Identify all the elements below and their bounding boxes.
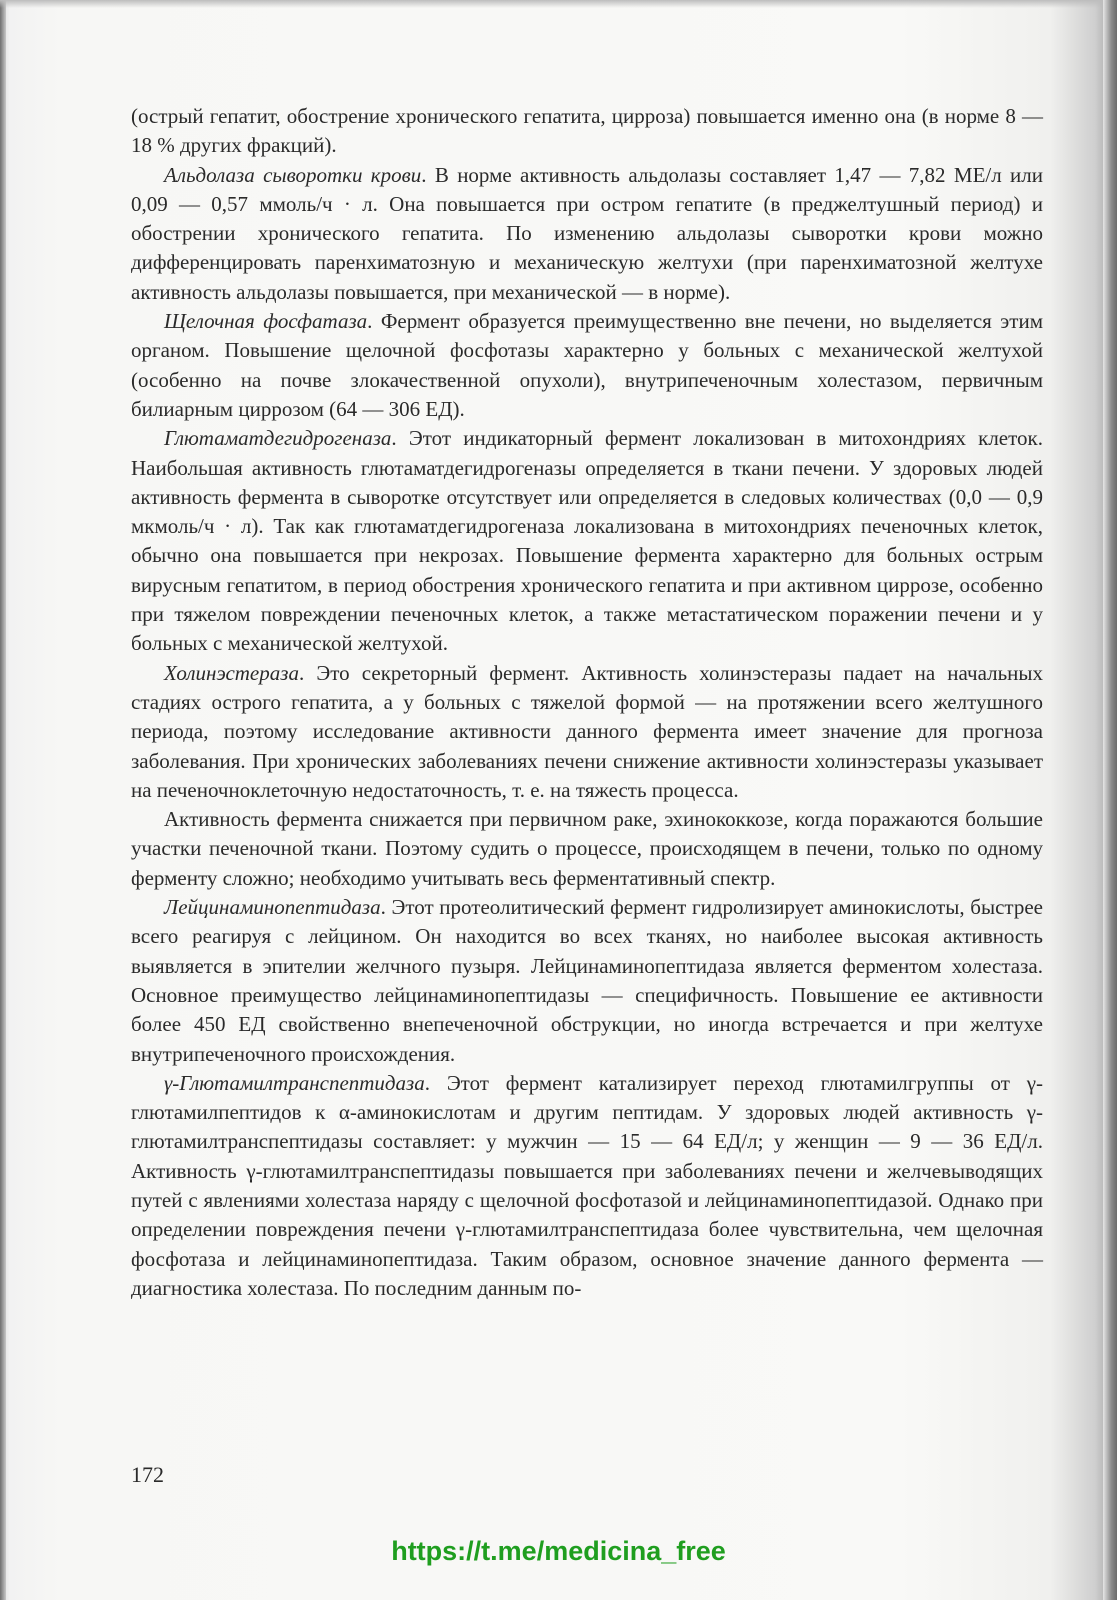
body-text [131,102,1043,1303]
term-heading: Холинэстераза [164,660,299,685]
paragraph-text: . Этот протеолитический фермент гидролизирует аминокислоты, быстрее всего реагируя с лейцином. Он находится во всех тканях, но наиболее высокая активность выявляется в эпителии желчного пузыря. Лейцинаминопептидаза является ферментом холестаза. Основное преимущество лейцинаминопептидазы — специфичность. Повышение ее активности более 450 ЕД свойственно внепеченочной обструкции, но иногда встречается и при желтухе внутрипеченочного происхождения. [131,895,1043,1066]
paragraph-text: (острый гепатит, обострение хронического гепатита, цирроза) повышается именно она (в норме 8 — 18 % других фракций). [131,104,1043,158]
paragraph-text: . Это секреторный фермент. Активность холинэстеразы падает на начальных стадиях острого гепатита, а у больных с тяжелой формой — на протяжении всего желтушного периода, поэтому исследование активности данного фермента имеет значение для прогноза заболевания. При хронических заболеваниях печени снижение активности холинэстеразы указывает на печеночноклеточную недостаточность, т. е. на тяжесть процесса. [131,660,1043,802]
page-left-edge-shadow [0,0,6,1600]
term-heading: Щелочная фосфатаза [164,309,368,334]
page-number: 172 [131,1462,164,1487]
telegram-channel-link[interactable]: https://t.me/medicina_free [391,1536,726,1566]
paragraph-ggt [131,1069,1043,1303]
term-heading: Альдолаза сыворотки крови [164,162,422,187]
paragraph-aldolase [131,161,1043,307]
paragraph-text: . В норме активность альдолазы составляет 1,47 — 7,82 МЕ/л или 0,09 — 0,57 ммоль/ч · л. Она повышается при остром гепатите (в преджелтушный период) и обострении хронического гепатита. По изменению альдолазы сыворотки крови можно дифференцировать паренхиматозную и механическую желтухи (при паренхиматозной желтухе активность альдолазы повышается, при механической — в норме). [131,162,1044,304]
paragraph-leucine-aminopeptidase [131,893,1043,1069]
term-heading: Лейцинаминопептидаза [164,895,381,920]
paragraph-text: . Этот фермент катализирует переход глютамилгруппы от γ-глютамилпептидов к α-аминокислотам и другим пептидам. У здоровых людей активность γ-глютамилтранспептидазы составляет: у мужчин — 15 — 64 ЕД/л; у женщин — 9 — 36 ЕД/л. Активность γ-глютамилтранспептидазы повышается при заболеваниях печени и желчевыводящих путей с явлениями холестаза наряду с щелочной фосфотазой и лейцинаминопептидазой. Однако при определении повреждения печени γ-глютамилтранспептидаза более чувствительна, чем щелочная фосфотаза и лейцинаминопептидаза. Таким образом, основное значение данного фермента — диагностика холестаза. По последним данным по- [131,1070,1043,1300]
term-heading: Глютаматдегидрогеназа [164,426,392,451]
page-right-edge-shadow [1103,0,1117,1600]
paragraph-continuation [131,102,1043,161]
paragraph-glutamate-dehydrogenase [131,424,1043,658]
term-heading: γ-Глютамилтранспептидаза [164,1070,425,1095]
paragraph-cholinesterase [131,659,1043,805]
page-top-edge-shadow [0,0,1117,8]
paragraph-text: . Фермент образуется преимущественно вне печени, но выделяется этим органом. Повышение щелочной фосфотазы характерно у больных с механической желтухой (особенно на почве злокачественной опухоли), внутрипеченочным холестазом, первичным билиарным циррозом (64 — 306 ЕД). [131,309,1043,421]
paragraph-alkaline-phosphatase [131,307,1043,424]
paragraph-enzyme-activity [131,805,1043,893]
paragraph-text: . Этот индикаторный фермент локализован в митохондриях клеток. Наибольшая активность глютаматдегидрогеназы определяется в ткани печени. У здоровых людей активность фермента в сыворотке отсутствует или определяется в следовых количествах (0,0 — 0,9 мкмоль/ч · л). Так как глютаматдегидрогеназа локализована в митохондриях печеночных клеток, обычно она повышается при некрозах. Повышение фермента характерно для больных острым вирусным гепатитом, в период обострения хронического гепатита и при активном циррозе, особенно при тяжелом повреждении печеночных клеток, а также метастатическом поражении печени и у больных с механической желтухой. [131,426,1043,656]
paragraph-text: Активность фермента снижается при первичном раке, эхинококкозе, когда поражаются большие участки печеночной ткани. Поэтому судить о процессе, происходящем в печени, только по одному ферменту сложно; необходимо учитывать весь ферментативный спектр. [131,807,1043,890]
